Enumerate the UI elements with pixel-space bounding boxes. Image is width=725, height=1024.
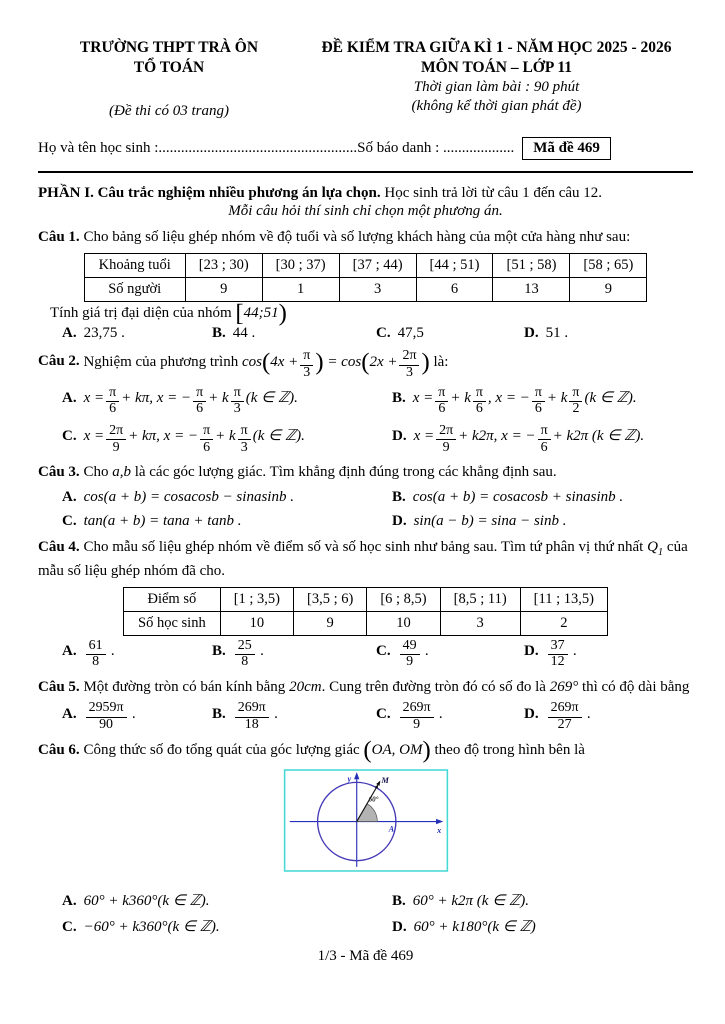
table-cell: 10 <box>220 611 293 635</box>
table-cell: Số người <box>84 278 185 302</box>
question-3-label: Câu 3. <box>38 464 80 481</box>
divider-rule <box>38 171 693 173</box>
table-cell: 9 <box>570 278 647 302</box>
option-d: D. 60° + k180°(k ∈ ℤ) <box>392 918 536 935</box>
axis-labels <box>346 774 441 835</box>
department-name: TỔ TOÁN <box>133 58 205 76</box>
point-M-dot <box>375 786 378 789</box>
table-cell: Số học sinh <box>124 611 221 635</box>
option-d: D. x = $\frac{2\pi}{9}$ + k2π, x = − $\frac{\pi}{6}$ + k2π (k ∈ ℤ). <box>392 423 645 455</box>
question-6-text: Công thức số đo tổng quát của góc lượng giác (OA, OM) theo độ trong hình bên là <box>79 736 585 764</box>
table-cell: [23 ; 30) <box>185 254 262 278</box>
y-axis-label: y <box>346 774 351 784</box>
question-2-label: Câu 2. <box>38 353 80 370</box>
question-4 <box>38 537 693 670</box>
option-c: C. $\frac{269\pi}{9}$ . <box>376 700 444 733</box>
table-cell: [51 ; 58) <box>493 254 570 278</box>
school-name: TRƯỜNG THPT TRÀ ÔN <box>79 39 259 56</box>
fraction: $\frac{\pi}{6}$ <box>538 424 551 455</box>
option-c: C. 47,5 <box>376 325 424 342</box>
option-b: B. 44 . <box>212 325 256 342</box>
question-3 <box>38 462 693 529</box>
table-cell: [30 ; 37) <box>262 254 339 278</box>
table-row <box>84 278 647 302</box>
question-6-figure-wrap <box>38 769 693 877</box>
fraction: $\frac{2959\pi}{90}$ <box>86 701 127 732</box>
fraction: $\frac{\pi}{6}$ <box>106 386 119 417</box>
table-cell: 2 <box>520 611 607 635</box>
x-axis-label: x <box>436 825 441 835</box>
question-6-stem <box>38 736 693 764</box>
table-cell: [44 ; 51) <box>416 254 493 278</box>
option-c: C. tan(a + b) = tana + tanb . <box>62 512 242 529</box>
ray-arrow-and-point <box>375 780 380 788</box>
option-a: A. $\frac{2959\pi}{90}$ . <box>62 700 137 733</box>
fraction: $\frac{61}{8}$ <box>86 639 106 670</box>
option-c: C. $\frac{49}{9}$ . <box>376 637 430 670</box>
fraction: $\frac{\pi}{2}$ <box>569 386 582 417</box>
fraction: $\frac{269\pi}{27}$ <box>548 701 582 732</box>
option-a: A. 60° + k360°(k ∈ ℤ). <box>62 892 210 909</box>
fraction: $\frac{\pi}{6}$ <box>532 386 545 417</box>
question-4-options <box>38 639 693 670</box>
question-6-label: Câu 6. <box>38 741 80 758</box>
option-a: A. 23,75 . <box>62 325 125 342</box>
table-cell: 6 <box>416 278 493 302</box>
fraction: $\frac{25}{8}$ <box>235 639 255 670</box>
question-2 <box>38 349 693 455</box>
fraction: $\frac{\pi}{6}$ <box>193 386 206 417</box>
student-id-line: Số báo danh : ................... <box>357 140 515 157</box>
part1-heading <box>38 185 693 202</box>
question-2-text: Nghiệm của phương trình cos(4x + $\frac{\pi}{3}$ ) = cos(2x + $\frac{2\pi}{3}$ ) là: <box>79 348 449 381</box>
table-cell: 9 <box>185 278 262 302</box>
point-A-label: A <box>388 824 394 834</box>
table-cell: [6 ; 8,5) <box>367 587 440 611</box>
unit-circle-figure <box>283 769 449 872</box>
exam-duration: Thời gian làm bài : 90 phút <box>413 78 580 95</box>
fraction: $\frac{49}{9}$ <box>400 639 420 670</box>
question-1 <box>38 227 693 342</box>
table-cell: [58 ; 65) <box>570 254 647 278</box>
option-d: D. sin(a − b) = sina − sinb . <box>392 512 567 529</box>
header <box>38 38 693 121</box>
fraction: $\frac{\pi}{3}$ <box>300 349 313 380</box>
option-a: A. cos(a + b) = cosacosb − sinasinb . <box>62 488 294 505</box>
header-left <box>38 38 300 121</box>
question-3-options <box>38 489 693 530</box>
table-cell: [37 ; 44) <box>339 254 416 278</box>
question-1-stem <box>38 227 693 248</box>
question-4-table <box>123 587 608 636</box>
option-c: C. x = $\frac{2\pi}{9}$ + kπ, x = − $\frac{\pi}{6}$ + k $\frac{\pi}{3}$ (k ∈ ℤ). <box>62 423 305 455</box>
question-2-stem <box>38 349 693 380</box>
table-row <box>84 254 647 278</box>
table-cell: 1 <box>262 278 339 302</box>
student-name-line: Họ và tên học sinh :..................................................... <box>38 140 358 157</box>
question-1-text: Cho bảng số liệu ghép nhóm về độ tuổi và số lượng khách hàng của một cửa hàng như sau: <box>79 229 631 246</box>
fraction: $\frac{37}{12}$ <box>548 639 568 670</box>
fraction: $\frac{269\pi}{18}$ <box>235 701 269 732</box>
fraction: $\frac{2\pi}{3}$ <box>399 349 419 380</box>
question-1-options <box>38 325 693 342</box>
question-5-label: Câu 5. <box>38 679 80 696</box>
question-2-options <box>38 386 693 456</box>
table-cell: 3 <box>339 278 416 302</box>
table-row <box>124 611 608 635</box>
table-cell: [8,5 ; 11) <box>440 587 520 611</box>
fraction: $\frac{2\pi}{9}$ <box>106 424 126 455</box>
question-5-text: Một đường tròn có bán kính bằng 20cm. Cung trên đường tròn đó có số đo là 269° thì có độ dài bằng <box>79 679 690 696</box>
part1-title: PHẦN I. Câu trắc nghiệm nhiều phương án lựa chọn. <box>38 185 381 202</box>
option-b: B. $\frac{25}{8}$ . <box>212 637 265 670</box>
option-d: D. $\frac{269\pi}{27}$ . <box>524 700 592 733</box>
question-6 <box>38 736 693 936</box>
table-cell: 3 <box>440 611 520 635</box>
fraction: $\frac{\pi}{6}$ <box>435 386 448 417</box>
exam-subject: MÔN TOÁN – LỚP 11 <box>420 58 572 76</box>
option-a: A. $\frac{61}{8}$ . <box>62 637 116 670</box>
option-d: D. 51 . <box>524 325 569 342</box>
pages-note: (Đề thi có 03 trang) <box>109 102 229 119</box>
question-5-stem <box>38 677 693 698</box>
part1-subtitle: Mỗi câu hỏi thí sinh chỉ chọn một phương án. <box>228 203 503 220</box>
table-cell: [1 ; 3,5) <box>220 587 293 611</box>
part1-title-rest: Học sinh trả lời từ câu 1 đến câu 12. <box>380 185 603 202</box>
option-a: A. x = $\frac{\pi}{6}$ + kπ, x = − $\frac{\pi}{6}$ + k $\frac{\pi}{3}$ (k ∈ ℤ). <box>62 384 298 417</box>
table-cell: Điểm số <box>124 587 221 611</box>
question-1-label: Câu 1. <box>38 229 80 246</box>
question-3-stem <box>38 462 693 483</box>
option-b: B. 60° + k2π (k ∈ ℤ). <box>392 892 529 909</box>
table-cell: Khoảng tuổi <box>84 254 185 278</box>
question-4-text: Cho mẫu số liệu ghép nhóm về điểm số và số học sinh như bảng sau. Tìm tứ phân vị thứ nhất $Q_1$ của mẫu số liệu ghép nhóm đã cho. <box>38 538 688 579</box>
table-cell: [3,5 ; 6) <box>294 587 367 611</box>
question-4-stem <box>38 537 693 582</box>
question-6-options <box>38 891 693 936</box>
question-5 <box>38 677 693 733</box>
fraction: $\frac{2\pi}{9}$ <box>436 424 456 455</box>
header-right <box>300 38 693 121</box>
page-footer: 1/3 - Mã đề 469 <box>317 947 414 964</box>
fraction: $\frac{\pi}{3}$ <box>231 386 244 417</box>
question-5-options <box>38 701 693 732</box>
exam-duration-note: (không kể thời gian phát đề) <box>411 98 582 115</box>
option-b: B. cos(a + b) = cosacosb + sinasinb . <box>392 488 624 505</box>
fraction: $\frac{\pi}{6}$ <box>473 386 486 417</box>
question-1-table <box>84 253 648 302</box>
option-c: C. −60° + k360°(k ∈ ℤ). <box>62 918 220 935</box>
question-1-note: Tính giá trị đại diện của nhóm [44;51) <box>50 299 287 327</box>
question-3-text: Cho a,b là các góc lượng giác. Tìm khẳng định đúng trong các khẳng định sau. <box>79 464 557 481</box>
table-cell: 13 <box>493 278 570 302</box>
table-cell: 9 <box>294 611 367 635</box>
question-4-label: Câu 4. <box>38 538 80 555</box>
fraction: $\frac{269\pi}{9}$ <box>400 701 434 732</box>
exam-title: ĐỀ KIỂM TRA GIỮA KÌ 1 - NĂM HỌC 2025 - 2026 <box>321 39 672 56</box>
table-row <box>124 587 608 611</box>
option-b: B. $\frac{269\pi}{18}$ . <box>212 700 279 733</box>
fraction: $\frac{\pi}{6}$ <box>200 424 213 455</box>
student-info-row <box>38 137 693 160</box>
table-cell: [11 ; 13,5) <box>520 587 607 611</box>
point-M-label: M <box>380 775 389 785</box>
angle-sector <box>356 804 377 822</box>
table-cell: 10 <box>367 611 440 635</box>
option-d: D. $\frac{37}{12}$ . <box>524 637 578 670</box>
angle-value-label: 60° <box>368 795 378 804</box>
option-b: B. x = $\frac{\pi}{6}$ + k $\frac{\pi}{6}$ , x = − $\frac{\pi}{6}$ + k $\frac{\pi}{2}$ (k ∈ ℤ). <box>392 384 637 417</box>
exam-code-box: Mã đề 469 <box>522 137 611 160</box>
axes <box>289 775 436 867</box>
fraction: $\frac{\pi}{3}$ <box>238 424 251 455</box>
